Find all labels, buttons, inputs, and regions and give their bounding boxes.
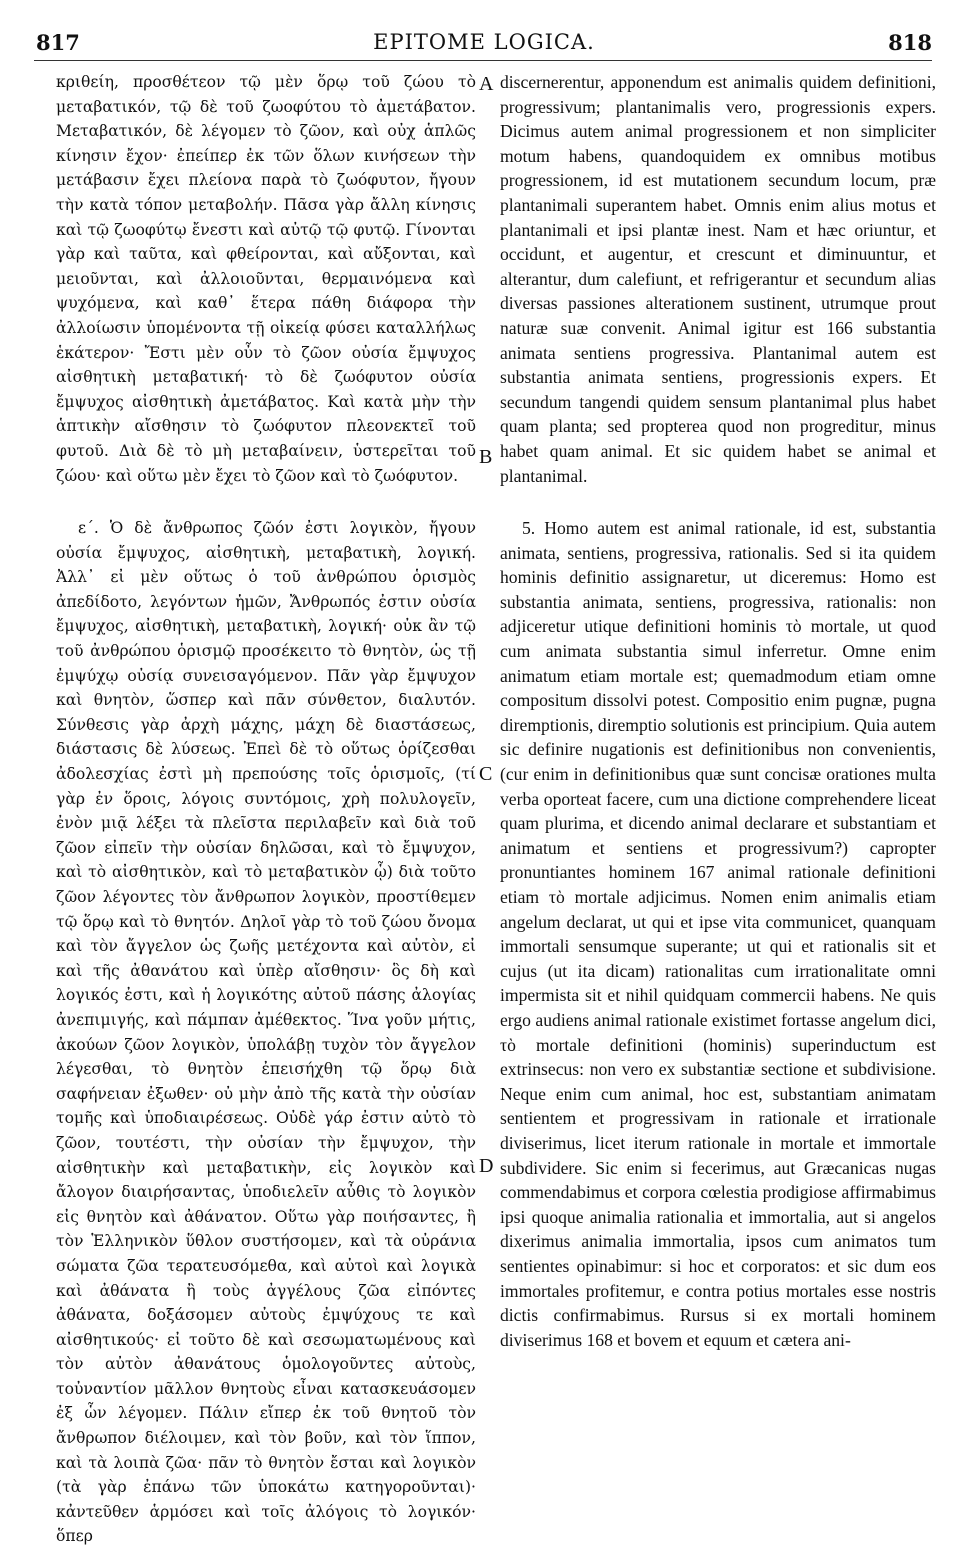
greek-column — [56, 70, 476, 1549]
latin-paragraph-2: 5. Homo autem est animal rationale, id est, substantia animata, sentiens, progressiva, rationalis. Sed si ita quidem hominis definitio assignaretur, ut diceremus: Homo est substantia animata, sentiens, progressiva, rationalis: non adjiceretur utique definitioni hominis τὸ mortale, ut quod cum animata substantia simul inferretur. Omne enim animatum etiam mortale est; quemadmodum etiam omne compositum dissolvi potest. Compositio enim pugnæ, pugna diremptionis, diremptio solutionis est principium. Quia autem sic definire nugationis est definitionibus non convenientis, (cur enim in definitionibus quæ sunt concisæ orationes multa verba oporteat facere, cum una dictione comprehendere liceat quam plurima, et dicendo animal declarare et substantiam et animatum et sentiens et progressivum?) capropter pronuntiantes hominem 167 animal rationale definitioni etiam τὸ mortale adjicimus. Nomen enim animalis etiam angelum declarat, ut qui et ipse vita communicet, quanquam immortali sensumque superante; ut qui et rationalis sit et cujus (ut ita dicam) rationalitas cum irrationalitate omni impermista sit et nihil quidquam commercii habens. Ne quis ergo audiens animal rationale existimet fortasse angelum dici, τὸ mortale definitioni (hominis) superinductum est extrinsecus: non vero ex substantiæ sectione et subdivisione. Neque enim cum animal, hoc est, substantiam animatam sentientem et progressivam in rationale et irrationale diviserimus, licet iterum rationale in mortale et immortale subdividere. Sic enim si fecerimus, aut Græcanicas nugas commendabimus et corpora cœlestia prodigiose affirmabimus ipsi quoque animalia rationalia et immortalia, aut si angelos dixerimus animalia immortalia, ipsos cum animatos tum sentientes opinabimur: si hoc et corporatos: et sic dum eos immortales profitemur, e contra potius mortales esse nostris dictis confirmabimus. Rursus si ex mortali hominem diviserimus 168 et bovem et equum et cætera ani- — [500, 518, 936, 1350]
greek-paragraph-2: ε´. Ὁ δὲ ἄνθρωπος ζῶόν ἐστι λογικὸν, ἤγουν οὐσία ἔμψυχος, αἰσθητικὴ, μεταβατικὴ, λογική. Ἀλλ᾽ εἰ μὲν οὕτως ὁ τοῦ ἀνθρώπου ὁρισμὸς ἀπεδίδοτο, λεγόντων ἡμῶν, Ἄνθρωπός ἐστιν οὐσία ἔμψυχος, αἰσθητικὴ, μεταβατικὴ, λογική· οὐκ ἂν τῷ τοῦ ἀνθρώπου ὁρισμῷ προσέκειτο τὸ θνητὸν, ὡς τῇ ἐμψύχῳ οὐσίᾳ συνεισαγόμενον. Πᾶν γὰρ ἔμψυχον καὶ θνητὸν, ὥσπερ καὶ πᾶν σύνθετον, διαλυτόν. Σύνθεσις γὰρ ἀρχὴ μάχης, μάχη δὲ διαστάσεως, διάστασις δὲ λύσεως. Ἐπεὶ δὲ τὸ οὕτως ὁρίζεσθαι ἀδολεσχίας ἐστὶ μὴ πρεπούσης τοῖς ὁρισμοῖς, (τί γὰρ ἐν ὅροις, λόγοις συντόμοις, χρὴ πολυλογεῖν, ἐνὸν μιᾷ λέξει τὰ πλεῖστα περιλαβεῖν καὶ διὰ τοῦ ζῶον εἰπεῖν τὴν οὐσίαν δηλῶσαι, καὶ τὸ ἔμψυχον, καὶ τὸ αἰσθητικὸν, καὶ τὸ μεταβατικὸν ᾧ) διὰ τοῦτο ζῶον λέγοντες τὸν ἄνθρωπον λογικὸν, προστίθεμεν τῷ ὅρῳ καὶ τὸ θνητόν. Δηλοῖ γὰρ τὸ τοῦ ζώου ὄνομα καὶ τὸν ἄγγελον ὡς ζωῆς μετέχοντα καὶ αὐτὸν, εἰ καὶ τῆς ἀθανάτου καὶ ὑπὲρ αἴσθησιν· ὃς δὴ καὶ λογικός ἐστι, καὶ ἡ λογικότης αὐτοῦ πάσης ἀλογίας ἀνεπιμιγής, καὶ πάμπαν ἀμέθεκτος. Ἵνα γοῦν μήτις, ἀκούων ζῶον λογικὸν, ὑπολάβῃ τυχὸν τὸν ἄγγελον λέγεσθαι, τὸ θνητὸν ἐπεισήχθη τῷ ὅρῳ διὰ σαφήνειαν ἐξωθεν· οὐ μὴν ἀπὸ τῆς κατὰ τὴν οὐσίαν τομῆς καὶ ὑποδιαιρέσεως. Οὐδὲ γάρ ἐστιν αὐτὸ τὸ ζῶον, τουτέστι, τὴν οὐσίαν τὴν ἔμψυχον, τὴν αἰσθητικὴν καὶ μεταβατικὴν, εἰς λογικὸν καὶ ἄλογον διαιρήσαντας, ὑποδιελεῖν αὖθις τὸ λογικὸν εἰς θνητὸν καὶ ἀθάνατον. Οὕτω γὰρ ποιήσαντες, ἢ τὸν Ἑλληνικὸν ὕθλον συστήσομεν, καὶ τὰ οὐράνια σώματα ζῶα τερατευσόμεθα, καὶ αὐτοὶ καὶ λογικὰ καὶ ἀθάνατα ἢ τοὺς ἀγγέλους ζῶα εἰπόντες ἀθάνατα, δοξάσομεν αὐτοὺς ἐμψύχους τε καὶ αἰσθητικούς· εἰ τοῦτο δὲ καὶ σεσωματωμένους καὶ τὸν αὐτὸν ἀθανάτους ὁμολογοῦντες αὐτοὺς, τοὐναντίον μᾶλλον θνητοὺς εἶναι κατασκευάσομεν ἐξ ὧν λέγομεν. Πάλιν εἴπερ ἐκ τοῦ θνητοῦ τὸν ἄνθρωπον διέλοιμεν, καὶ τὸν βοῦν, καὶ τὸν ἵππον, καὶ τὰ λοιπὰ ζῶα· πᾶν τὸ θνητὸν ἔσται καὶ λογικὸν (τὰ γὰρ ἐπάνω τῶν ὑποκάτω κατηγοροῦνται)· κἀντεῦθεν ἁρμόσει καὶ τοῖς ἀλόγοις τὸ λογικόν· ὅπερ — [56, 519, 476, 1546]
margin-letter-b: B — [479, 446, 493, 468]
margin-letter-d: D — [479, 1155, 494, 1177]
greek-paragraph-1: κριθείη, προσθέτεον τῷ μὲν ὅρῳ τοῦ ζώου τὸ μεταβατικόν, τῷ δὲ τοῦ ζωοφύτου τὸ ἀμετάβατον. Μεταβατικόν, δὲ λέγομεν τὸ ζῶον, καὶ οὐχ ἁπλῶς κίνησιν ἔχον· ἐπείπερ ἐκ τῶν ὅλων κινήσεων τὴν μετάβασιν ἔχει πλείονα παρὰ τὸ ζωόφυτον, ἤγουν τὴν κατὰ τόπον μεταβολήν. Πᾶσα γὰρ ἄλλη κίνησις καὶ τῷ ζωοφύτῳ ἔνεστι καὶ αὐτῷ τῷ φυτῷ. Γίνονται γὰρ καὶ ταῦτα, καὶ φθείρονται, καὶ αὔξονται, καὶ μειοῦνται, καὶ ἀλλοιοῦνται, θερμαινόμενα καὶ ψυχόμενα, καὶ καθ᾽ ἕτερα πάθη διάφορα τὴν ἀλλοίωσιν ὑπομένοντα τῇ οἰκείᾳ φύσει καταλλήλως ἑκάτερον· Ἔστι μὲν οὖν τὸ ζῶον οὐσία ἔμψυχος αἰσθητικὴ μεταβατική· τὸ δὲ ζωόφυτον οὐσία ἔμψυχος αἰσθητικὴ ἀμετάβατος. Καὶ κατὰ μὴν τὴν ἁπτικὴν αἴσθησιν τὸ ζωόφυτον πλεονεκτεῖ τοῦ φυτοῦ. Διὰ δὲ τὸ μὴ μεταβαίνειν, ὑστερεῖται τοῦ ζώου· καὶ οὕτω μὲν ἔχει τὸ ζῶον καὶ τὸ ζωόφυτον. — [56, 73, 476, 485]
header-rule — [34, 60, 932, 61]
running-title: EPITOME LOGICA. — [373, 30, 595, 54]
latin-paragraph-1: discernerentur, apponendum est animalis quidem definitioni, progressivum; plantanimalis vero, progressionis expers. Dicimus autem animal progressionem et non simpliciter motum habens, quandoquidem ex omnibus motibus progressionem, id est mutationem secundum locum, præ plantanimali superantem habet. Omnis enim alius motus et plantanimali et ipsi plantæ inest. Nam et hæc oriuntur, et occidunt, et augentur, et crescunt et diminuuntur, et alterantur, dum calefiunt, et refrigerantur et secundum alias diversas passiones alterationem sustinent, utrumque prout naturæ suæ convenit. Animal igitur est 166 substantia animata sentiens progressiva. Plantanimal autem est substantia animata sentiens, progressionis expers. Et secundum tangendi quidem sensum plantanimal plus habet quam planta; sed propterea quod non progreditur, minus habet quam animal. Et sic quidem habet se animal et plantanimal. — [500, 72, 936, 486]
page-number-left: 817 — [36, 30, 80, 55]
margin-letter-c: C — [479, 763, 493, 785]
margin-letter-a: A — [479, 73, 494, 95]
page-header — [36, 30, 932, 60]
page-number-right: 818 — [888, 30, 932, 55]
latin-column — [500, 70, 936, 1352]
